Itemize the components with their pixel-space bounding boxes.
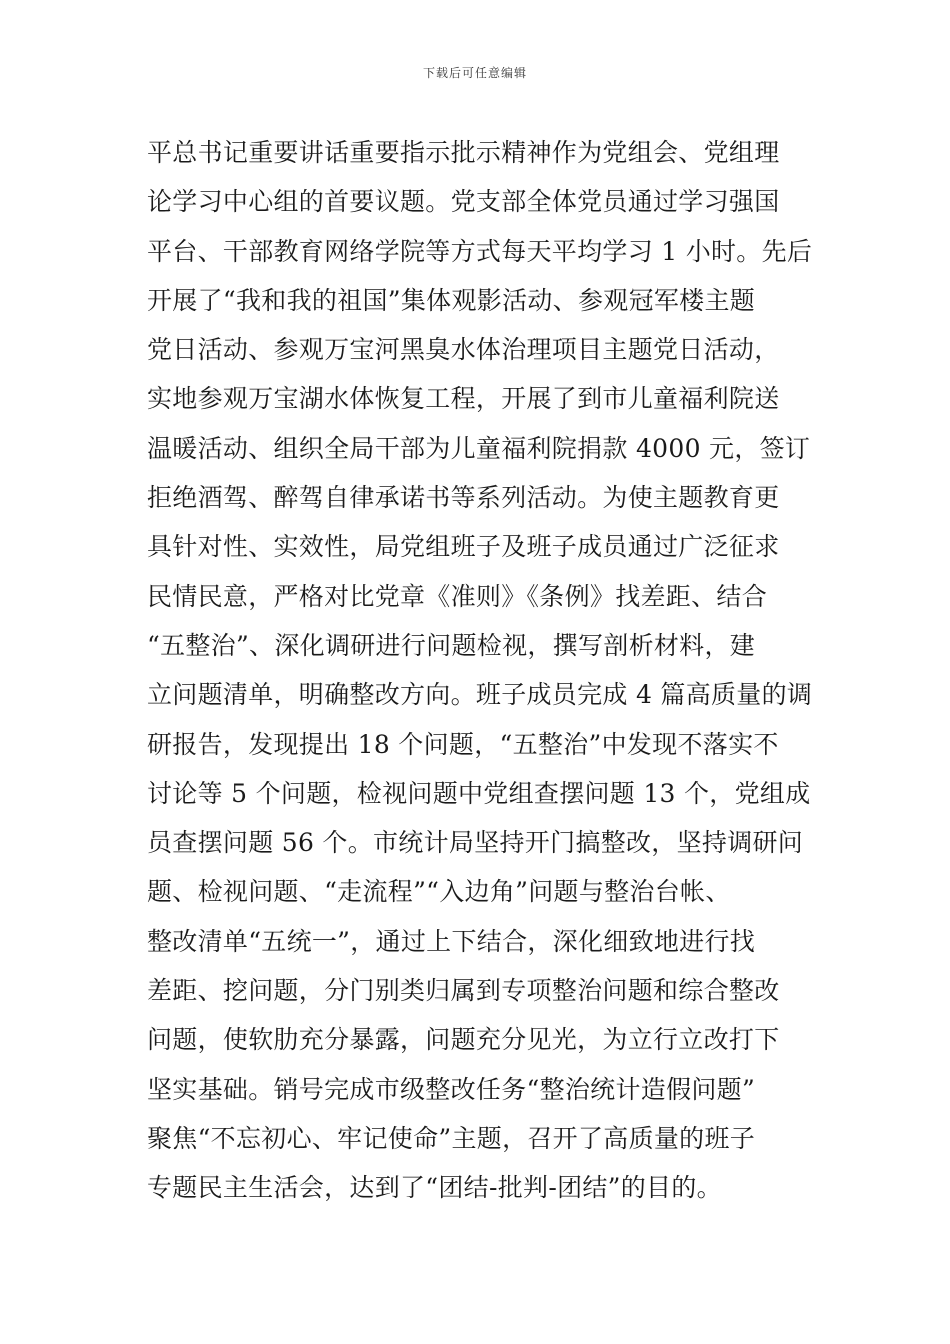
text-line: 讨论等 5 个问题，检视问题中党组查摆问题 13 个，党组成 [147,778,811,808]
page-header-note: 下载后可任意编辑 [422,66,527,80]
text-line: 温暖活动、组织全局干部为儿童福利院捐款 4000 元，签订 [147,433,811,463]
text-line: 立问题清单，明确整改方向。班子成员完成 4 篇高质量的调 [147,680,813,710]
text-line: 具针对性、实效性，局党组班子及班子成员通过广泛征求 [147,532,780,562]
text-line: 专题民主生活会，达到了“团结-批判-团结”的目的。 [147,1173,722,1203]
text-line: 员查摆问题 56 个。市统计局坚持开门搞整改，坚持调研问 [147,828,804,858]
text-line: 聚焦“不忘初心、牢记使命”主题，召开了高质量的班子 [147,1123,756,1153]
text-line: 开展了“我和我的祖国”集体观影活动、参观冠军楼主题 [147,285,756,315]
document-paragraph [147,128,813,1213]
text-line: 民情民意，严格对比党章《准则》《条例》找差距、结合 [147,581,768,611]
text-line: 拒绝酒驾、醉驾自律承诺书等系列活动。为使主题教育更 [147,483,780,513]
text-line: 题、检视问题、“走流程”“入边角”问题与整治台帐、 [147,877,731,907]
text-line: 差距、挖问题，分门别类归属到专项整治问题和综合整改 [147,976,780,1006]
text-line: 研报告，发现提出 18 个问题，“五整治”中发现不落实不 [147,729,779,759]
text-line: 平台、干部教育网络学院等方式每天平均学习 1 小时。先后 [147,236,813,266]
text-line: 实地参观万宝湖水体恢复工程，开展了到市儿童福利院送 [147,384,780,414]
text-line: 坚实基础。销号完成市级整改任务“整治统计造假问题” [147,1074,756,1104]
text-line: 问题，使软肋充分暴露，问题充分见光，为立行立改打下 [147,1025,780,1055]
text-line: “五整治”、深化调研进行问题检视，撰写剖析材料，建 [147,630,756,660]
text-line: 平总书记重要讲话重要指示批示精神作为党组会、党组理 [147,138,780,167]
text-line: 党日活动、参观万宝河黑臭水体治理项目主题党日活动， [147,335,780,365]
text-line: 论学习中心组的首要议题。党支部全体党员通过学习强国 [147,187,780,217]
text-line: 整改清单“五统一”，通过上下结合，深化细致地进行找 [147,926,756,956]
